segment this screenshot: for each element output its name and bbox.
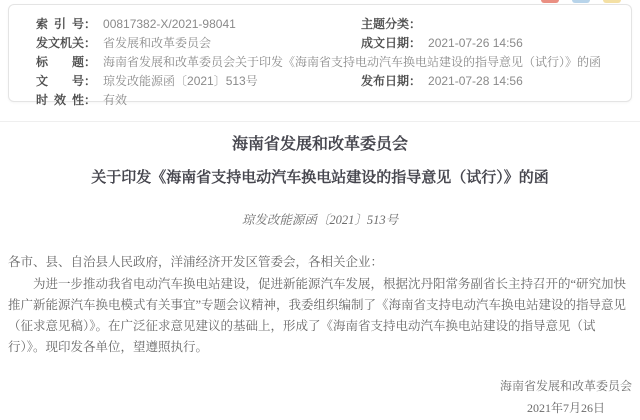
publish-date-value: 2021-07-28 14:56 bbox=[428, 74, 523, 88]
signature-block bbox=[500, 375, 632, 419]
index-number-label: 索引号 bbox=[36, 17, 84, 31]
meta-row-issuer bbox=[36, 34, 631, 53]
meta-cell-publish-date bbox=[361, 72, 523, 91]
doc-number-label: 文号 bbox=[36, 74, 84, 88]
meta-cell-issuing-agency bbox=[36, 34, 361, 53]
signature-date: 2021年7月26日 bbox=[526, 401, 605, 415]
signer-name: 海南省发展和改革委员会 bbox=[499, 379, 632, 393]
meta-row-validity bbox=[36, 91, 631, 110]
colon: ： bbox=[84, 93, 97, 107]
top-decor-pills bbox=[541, 0, 621, 3]
document-title-line2: 关于印发《海南省支持电动汽车换电站建设的指导意见（试行）》的函 bbox=[91, 170, 549, 186]
colon: ： bbox=[409, 74, 422, 88]
blue-pill-icon bbox=[572, 0, 590, 3]
colon: ： bbox=[84, 55, 97, 69]
written-date-value: 2021-07-26 14:56 bbox=[428, 36, 523, 50]
written-date-label: 成文日期 bbox=[361, 36, 410, 50]
publish-date-label: 发布日期 bbox=[361, 74, 410, 88]
meta-row-doc-number bbox=[36, 72, 631, 91]
meta-cell-validity bbox=[36, 91, 616, 110]
colon: ： bbox=[84, 74, 97, 88]
meta-row-index bbox=[36, 15, 631, 34]
validity-label: 时效性 bbox=[36, 93, 84, 107]
meta-row-title bbox=[36, 53, 631, 72]
yellow-pill-icon bbox=[603, 0, 621, 3]
doc-number-value: 琼发改能源函〔2021〕513号 bbox=[103, 74, 258, 88]
meta-cell-topic-category bbox=[361, 15, 428, 34]
colon: ： bbox=[409, 36, 422, 50]
meta-cell-index-number bbox=[36, 15, 361, 34]
doc-title-value: 海南省发展和改革委员会关于印发《海南省支持电动汽车换电站建设的指导意见（试行）》的函 bbox=[103, 55, 602, 69]
meta-cell-doc-title bbox=[36, 53, 616, 72]
red-pill-icon bbox=[541, 0, 559, 3]
colon: ： bbox=[84, 36, 97, 50]
meta-cell-written-date bbox=[361, 34, 523, 53]
document-number: 琼发改能源函〔2021〕513号 bbox=[241, 213, 399, 227]
salutation-line: 各市、县、自治县人民政府，洋浦经济开发区管委会，各相关企业： bbox=[8, 255, 384, 269]
document-title-line1: 海南省发展和改革委员会 bbox=[231, 136, 408, 153]
issuing-agency-label: 发文机关 bbox=[36, 36, 85, 50]
topic-category-label: 主题分类 bbox=[361, 17, 410, 31]
document-body bbox=[0, 122, 640, 415]
meta-cell-doc-number bbox=[36, 72, 361, 91]
metadata-card bbox=[8, 4, 632, 107]
doc-title-label: 标题 bbox=[36, 55, 84, 69]
colon: ： bbox=[409, 17, 422, 31]
body-paragraph: 为进一步推动我省电动汽车换电站建设，促进新能源汽车发展，根据沈丹阳常务副省长主持召开的“研究加快推广新能源汽车换电模式有关事宜”专题会议精神，我委组织编制了《海南省支持电动汽车换电站建设的指导意见（征求意见稿）》。在广泛征求意见建议的基础上，形成了《海南省支持电动汽车换电站建设的指导意见（试行）》。现印发各单位，望遵照执行。 bbox=[8, 277, 627, 354]
colon: ： bbox=[84, 17, 97, 31]
index-number-value: 00817382-X/2021-98041 bbox=[103, 17, 236, 31]
validity-value: 有效 bbox=[103, 93, 128, 107]
issuing-agency-value: 省发展和改革委员会 bbox=[103, 36, 212, 50]
